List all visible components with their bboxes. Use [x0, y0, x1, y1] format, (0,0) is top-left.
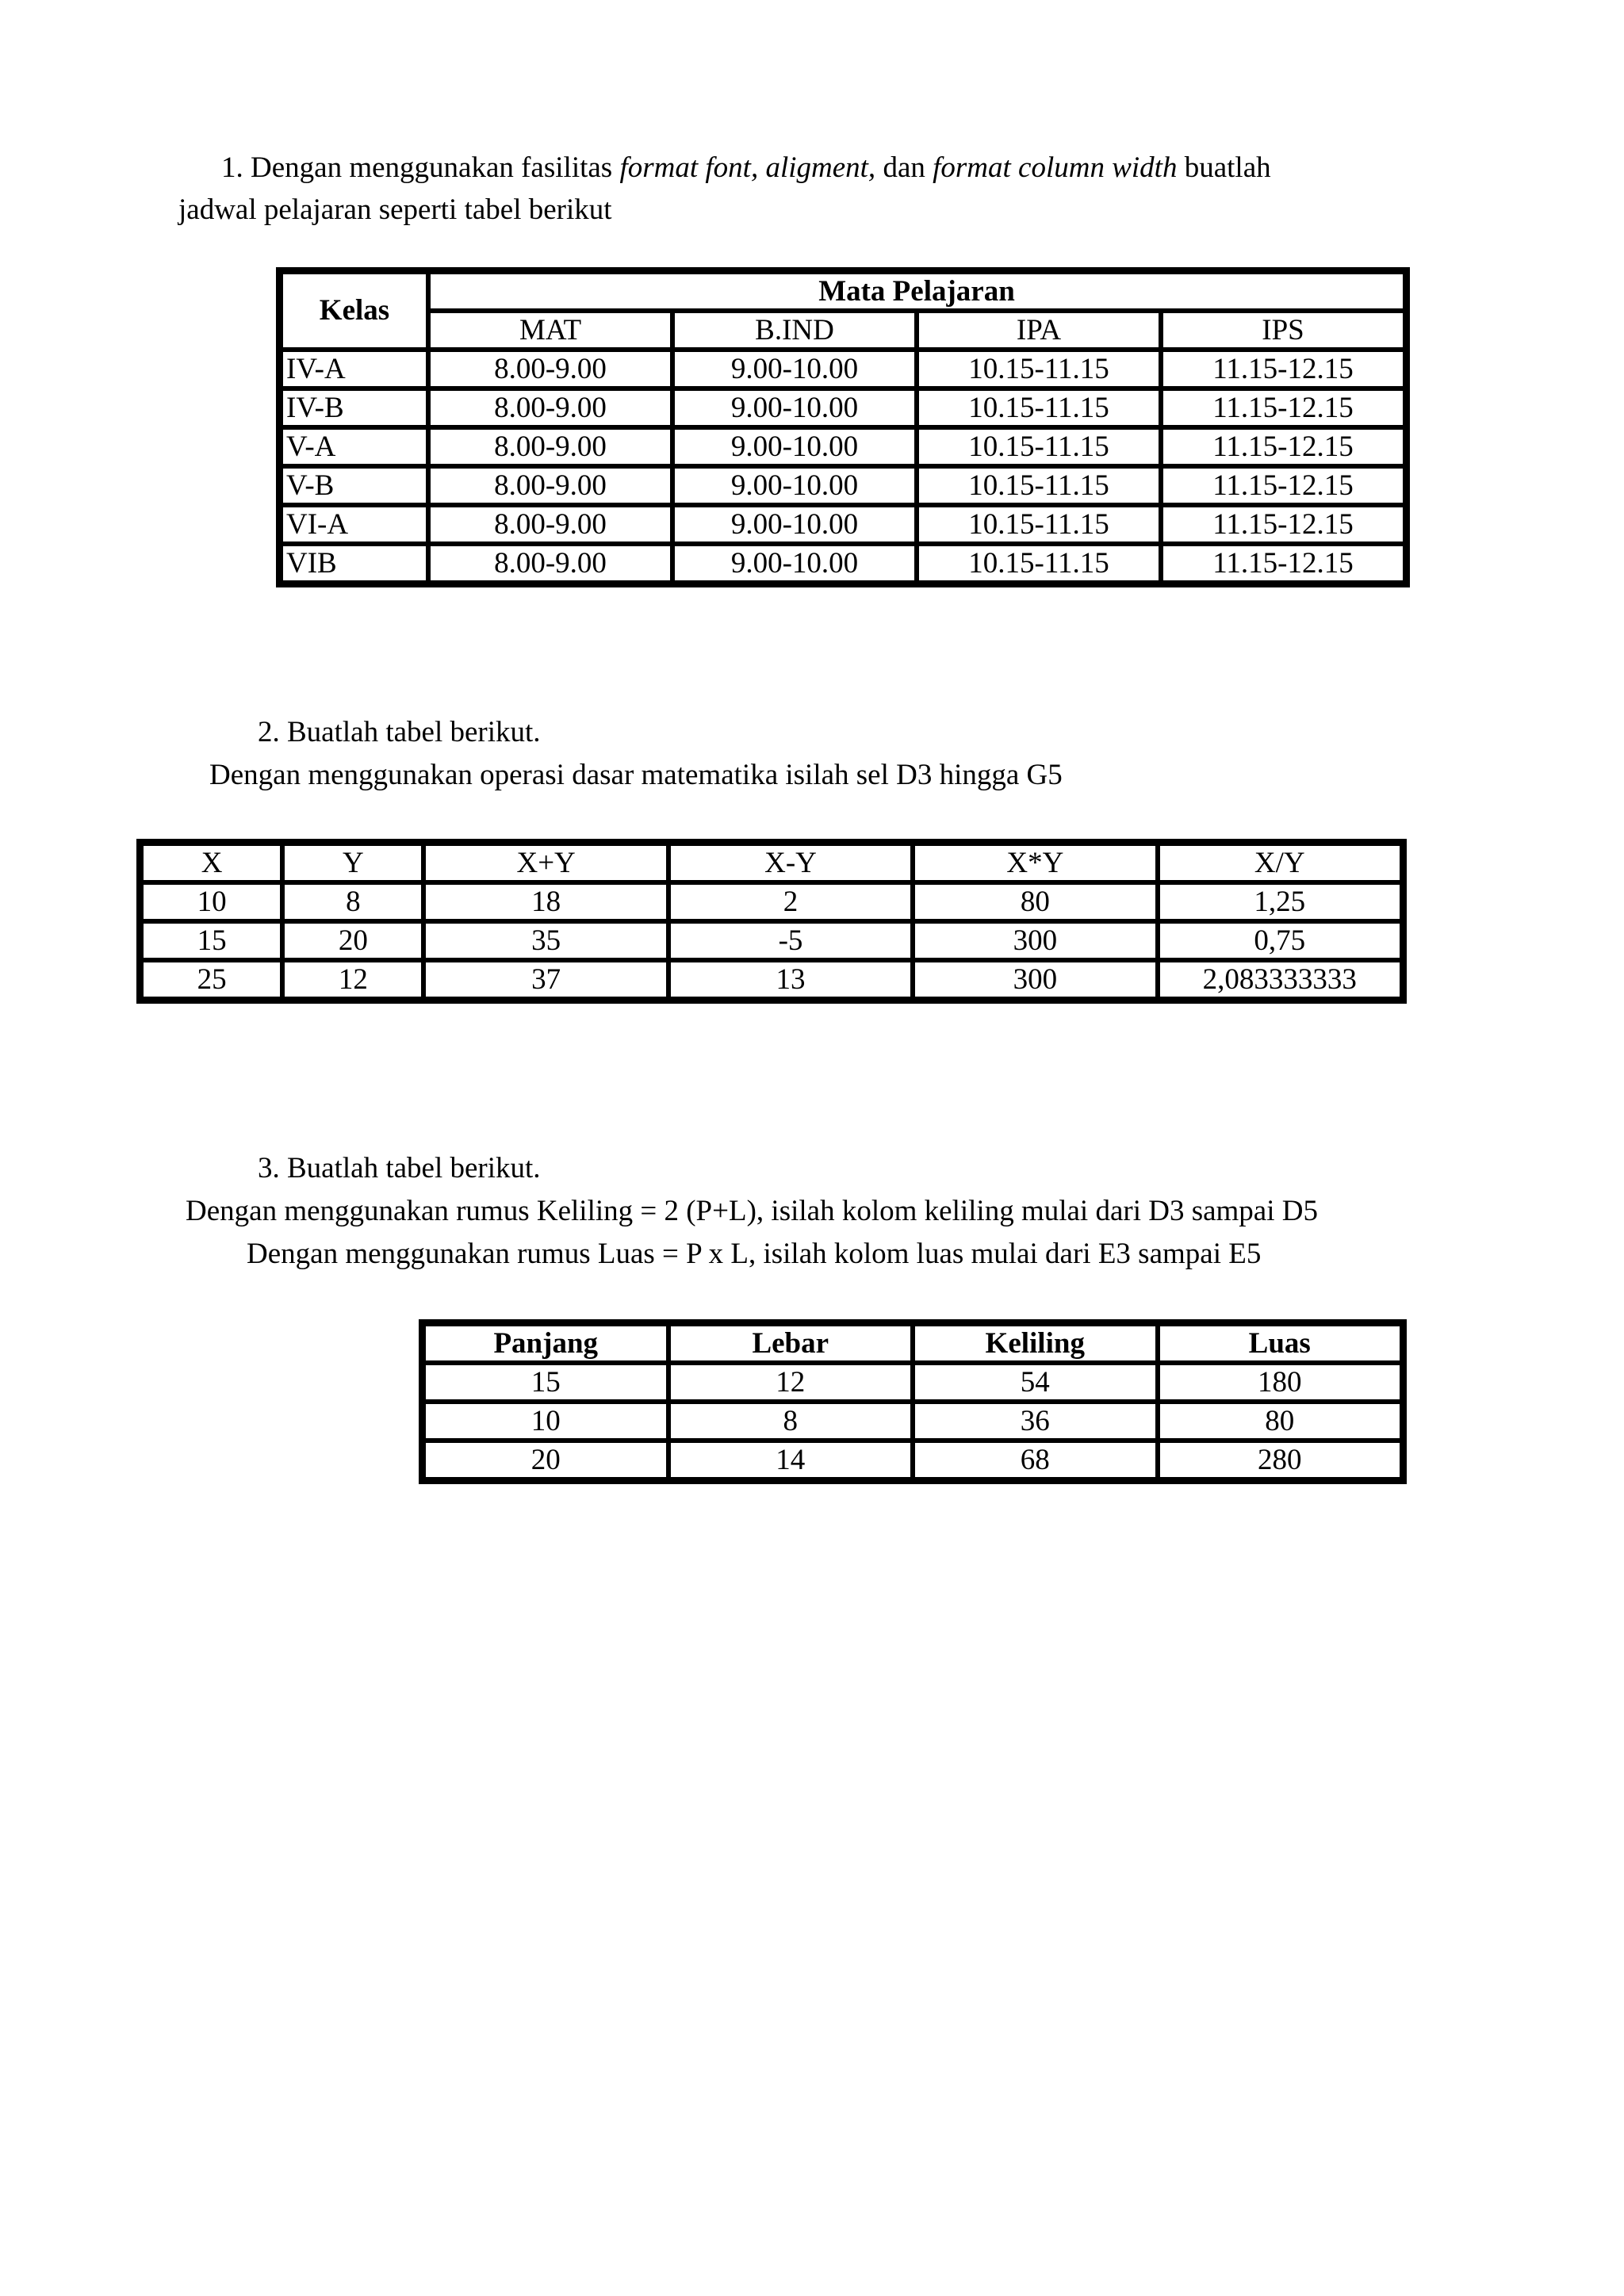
column-header: X+Y: [423, 844, 668, 882]
table-header-row: [141, 844, 1402, 882]
section1-text-a: 1. Dengan menggunakan fasilitas: [221, 151, 620, 184]
keliling-luas-table: [419, 1319, 1407, 1484]
table-cell: 15: [141, 921, 282, 960]
kelas-cell: V-B: [281, 466, 428, 505]
table-row: [423, 1402, 1402, 1441]
subject-header: B.IND: [672, 311, 917, 350]
section1-text-d: format column width: [933, 151, 1178, 184]
table-cell: 80: [913, 882, 1157, 921]
table-cell: 20: [282, 921, 423, 960]
table-cell: 36: [913, 1402, 1158, 1441]
section1-text-b: format font, aligment,: [619, 151, 876, 184]
table-cell: 25: [141, 960, 282, 999]
table-cell: 10: [423, 1402, 668, 1441]
time-cell: 9.00-10.00: [672, 388, 917, 427]
table-cell: 12: [668, 1363, 914, 1402]
table-row: [423, 1441, 1402, 1479]
time-cell: 10.15-11.15: [917, 505, 1161, 544]
schedule-table: [276, 267, 1410, 587]
subject-header: MAT: [428, 311, 672, 350]
table-row: [423, 1363, 1402, 1402]
section3-instruction-line2: Dengan menggunakan rumus Keliling = 2 (P+L), isilah kolom keliling mulai dari D3 sampai D5: [186, 1195, 1318, 1227]
table-cell: 2,083333333: [1158, 960, 1402, 999]
table-cell: 10: [141, 882, 282, 921]
table-cell: 300: [913, 960, 1157, 999]
table-row: [281, 388, 1405, 427]
time-cell: 10.15-11.15: [917, 388, 1161, 427]
time-cell: 8.00-9.00: [428, 350, 672, 388]
kelas-cell: IV-B: [281, 388, 428, 427]
time-cell: 10.15-11.15: [917, 544, 1161, 583]
section1-text-e: buatlah: [1177, 151, 1271, 184]
table-cell: 0,75: [1158, 921, 1402, 960]
time-cell: 8.00-9.00: [428, 505, 672, 544]
table-cell: 280: [1158, 1441, 1403, 1479]
kelas-cell: VI-A: [281, 505, 428, 544]
column-header: X-Y: [668, 844, 913, 882]
math-operations-table: [136, 839, 1407, 1004]
column-header: X: [141, 844, 282, 882]
column-header: Luas: [1158, 1324, 1403, 1363]
table-cell: 1,25: [1158, 882, 1402, 921]
table-cell: 54: [913, 1363, 1158, 1402]
time-cell: 8.00-9.00: [428, 388, 672, 427]
table-cell: 8: [282, 882, 423, 921]
section3-instruction-line1: 3. Buatlah tabel berikut.: [258, 1152, 541, 1184]
table-cell: 14: [668, 1441, 914, 1479]
time-cell: 10.15-11.15: [917, 350, 1161, 388]
table-cell: 180: [1158, 1363, 1403, 1402]
table-cell: 80: [1158, 1402, 1403, 1441]
time-cell: 11.15-12.15: [1161, 388, 1405, 427]
time-cell: 8.00-9.00: [428, 466, 672, 505]
table-row: [141, 960, 1402, 999]
table-cell: 15: [423, 1363, 668, 1402]
column-header: Panjang: [423, 1324, 668, 1363]
table-cell: 13: [668, 960, 913, 999]
table-row: [281, 466, 1405, 505]
kelas-cell: VIB: [281, 544, 428, 583]
time-cell: 9.00-10.00: [672, 350, 917, 388]
time-cell: 11.15-12.15: [1161, 544, 1405, 583]
table-cell: 2: [668, 882, 913, 921]
section3-instruction-line3: Dengan menggunakan rumus Luas = P x L, isilah kolom luas mulai dari E3 sampai E5: [247, 1238, 1262, 1270]
kelas-cell: V-A: [281, 427, 428, 466]
time-cell: 9.00-10.00: [672, 544, 917, 583]
column-header: X/Y: [1158, 844, 1402, 882]
time-cell: 11.15-12.15: [1161, 350, 1405, 388]
kelas-header: Kelas: [281, 272, 428, 350]
time-cell: 11.15-12.15: [1161, 427, 1405, 466]
table-row: [141, 882, 1402, 921]
table-row: [141, 921, 1402, 960]
table-cell: 18: [423, 882, 668, 921]
table-cell: 12: [282, 960, 423, 999]
time-cell: 11.15-12.15: [1161, 466, 1405, 505]
subject-header: IPS: [1161, 311, 1405, 350]
table-row: [281, 350, 1405, 388]
section1-text-c: dan: [875, 151, 933, 184]
table-row: [281, 427, 1405, 466]
table-row: [281, 505, 1405, 544]
time-cell: 10.15-11.15: [917, 466, 1161, 505]
time-cell: 11.15-12.15: [1161, 505, 1405, 544]
table-cell: 300: [913, 921, 1157, 960]
section2-instruction-line2: Dengan menggunakan operasi dasar matematika isilah sel D3 hingga G5: [209, 759, 1063, 791]
section2-instruction-line1: 2. Buatlah tabel berikut.: [258, 716, 541, 748]
time-cell: 9.00-10.00: [672, 505, 917, 544]
kelas-cell: IV-A: [281, 350, 428, 388]
table-cell: 68: [913, 1441, 1158, 1479]
time-cell: 10.15-11.15: [917, 427, 1161, 466]
table-cell: 37: [423, 960, 668, 999]
section1-instruction-line2: jadwal pelajaran seperti tabel berikut: [178, 193, 612, 226]
column-header: Lebar: [668, 1324, 914, 1363]
mata-pelajaran-header: Mata Pelajaran: [428, 272, 1405, 311]
time-cell: 8.00-9.00: [428, 544, 672, 583]
time-cell: 8.00-9.00: [428, 427, 672, 466]
table-cell: 35: [423, 921, 668, 960]
subject-header: IPA: [917, 311, 1161, 350]
table-cell: 20: [423, 1441, 668, 1479]
section1-instruction-line1: [221, 151, 1271, 186]
table-row: [281, 544, 1405, 583]
column-header: Y: [282, 844, 423, 882]
table-header-row: [423, 1324, 1402, 1363]
time-cell: 9.00-10.00: [672, 466, 917, 505]
column-header: Keliling: [913, 1324, 1158, 1363]
time-cell: 9.00-10.00: [672, 427, 917, 466]
column-header: X*Y: [913, 844, 1157, 882]
table-cell: -5: [668, 921, 913, 960]
table-cell: 8: [668, 1402, 914, 1441]
